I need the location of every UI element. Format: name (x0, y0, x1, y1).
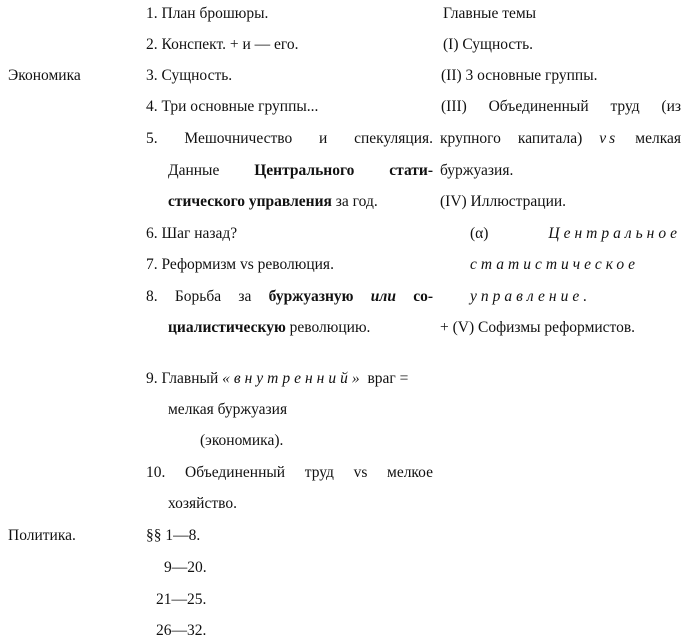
text: крупного капитала) (440, 130, 600, 147)
text: революцию. (285, 319, 371, 336)
theme-4a-line2: статистическое (470, 256, 640, 273)
italic-text: vs (599, 130, 619, 147)
plan-item-1: 1. План брошюры. (146, 5, 269, 22)
plan-item-5-line1: 5. Мешочничество и спекуляция. (146, 130, 433, 147)
theme-2: (II) 3 основные группы. (441, 67, 598, 84)
theme-1: (I) Сущность. (443, 36, 534, 53)
bold-text: стического управления (168, 193, 332, 210)
plan-item-2: 2. Конспект. + и — его. (146, 36, 299, 53)
politics-sections-4: 26—32. (156, 622, 207, 639)
theme-4a-line3: управление. (470, 288, 592, 305)
text: враг = (363, 370, 409, 387)
plan-item-5-line3 (168, 192, 378, 212)
text: 9. Главный (146, 370, 223, 387)
bold-text: буржуазную (268, 288, 354, 305)
themes-title: Главные темы (443, 5, 537, 22)
theme-5: + (V) Софизмы реформистов. (440, 319, 636, 336)
plan-item-10-line1: 10. Объединенный труд vs мелкое (146, 464, 433, 481)
spaced-italic-text: «внутренний» (222, 370, 364, 387)
plan-item-10-line2: хозяйство. (168, 495, 237, 512)
text: Данные (168, 162, 255, 179)
theme-4: (IV) Иллюстрации. (440, 193, 567, 210)
politics-sections-1: §§ 1—8. (146, 527, 201, 544)
label-politics: Политика. (8, 527, 76, 544)
bold-italic-text: или (370, 288, 414, 305)
plan-item-9-line2: мелкая буржуазия (168, 401, 288, 418)
label-economics: Экономика (8, 67, 81, 84)
theme-4a-line1 (470, 224, 681, 244)
theme-3-line2 (440, 129, 681, 149)
bold-text: циалистическую (168, 319, 286, 336)
bold-text: со- (413, 288, 434, 305)
plan-item-9-line3: (экономика). (200, 432, 284, 449)
politics-sections-2: 9—20. (164, 559, 207, 576)
politics-sections-3: 21—25. (156, 591, 207, 608)
plan-item-8-line1 (146, 287, 433, 307)
text: (α) (470, 225, 489, 242)
text: 8. Борьба за (146, 288, 269, 305)
plan-item-6: 6. Шаг назад? (146, 225, 238, 242)
plan-item-5-line2 (168, 161, 433, 181)
plan-item-3: 3. Сущность. (146, 67, 233, 84)
plan-item-9-line1 (146, 369, 408, 389)
text: мелкая (635, 130, 681, 147)
plan-item-7: 7. Реформизм vs революция. (146, 256, 334, 273)
plan-item-8-line2 (168, 318, 370, 338)
theme-3-line1: (III) Объединенный труд (из (441, 98, 681, 115)
bold-text: Центрального стати- (254, 162, 434, 179)
spaced-italic-text: Центральное (548, 225, 681, 242)
theme-3-line3: буржуазия. (440, 162, 514, 179)
text: за год. (331, 193, 378, 210)
plan-item-4: 4. Три основные группы... (146, 98, 319, 115)
